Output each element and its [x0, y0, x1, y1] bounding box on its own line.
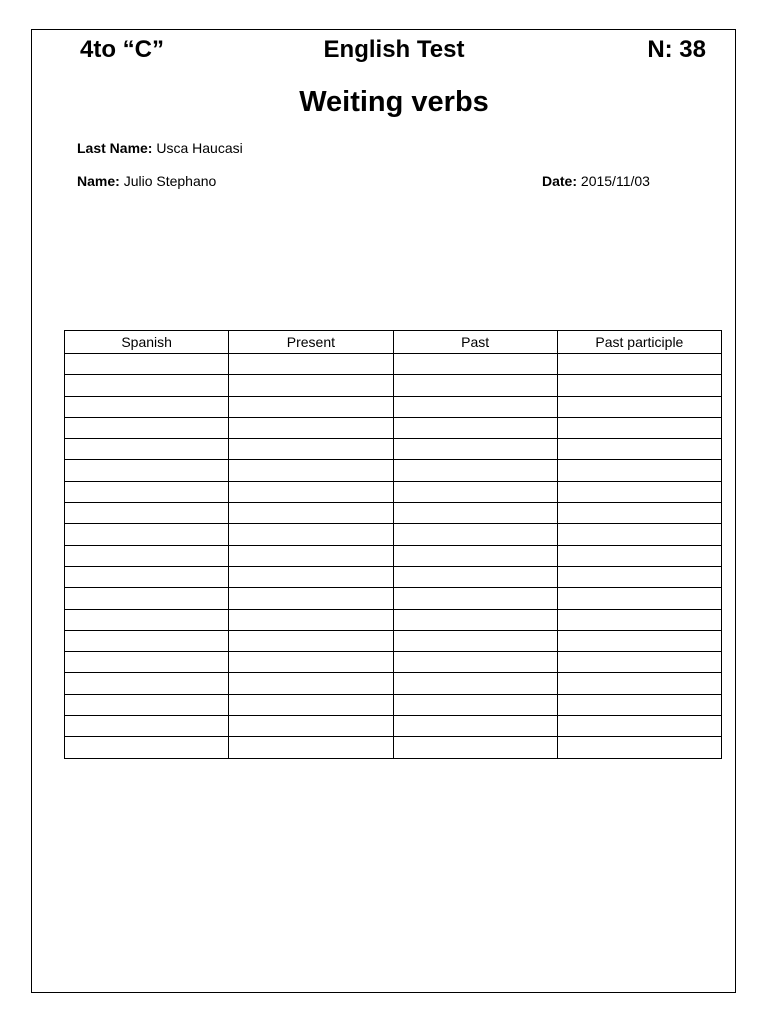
date-field [542, 173, 650, 189]
answer-cell[interactable] [229, 545, 393, 566]
answer-cell[interactable] [557, 545, 721, 566]
answer-cell[interactable] [393, 588, 557, 609]
answer-cell[interactable] [65, 481, 229, 502]
table-row [65, 588, 722, 609]
name-value: Julio Stephano [123, 173, 217, 189]
verbs-table-body [65, 354, 722, 759]
table-row [65, 609, 722, 630]
answer-cell[interactable] [65, 588, 229, 609]
answer-cell[interactable] [65, 737, 229, 758]
answer-cell[interactable] [65, 694, 229, 715]
answer-cell[interactable] [229, 375, 393, 396]
answer-cell[interactable] [557, 503, 721, 524]
answer-cell[interactable] [65, 630, 229, 651]
answer-cell[interactable] [229, 460, 393, 481]
answer-cell[interactable] [229, 396, 393, 417]
answer-cell[interactable] [557, 439, 721, 460]
table-row [65, 652, 722, 673]
answer-cell[interactable] [557, 354, 721, 375]
table-row [65, 460, 722, 481]
student-number: N: 38 [647, 36, 706, 63]
answer-cell[interactable] [65, 417, 229, 438]
date-value: 2015/11/03 [580, 173, 650, 189]
date-label: Date: [542, 173, 578, 189]
answer-cell[interactable] [557, 524, 721, 545]
column-header-present: Present [229, 331, 393, 354]
answer-cell[interactable] [557, 396, 721, 417]
answer-cell[interactable] [65, 375, 229, 396]
table-row [65, 545, 722, 566]
answer-cell[interactable] [229, 673, 393, 694]
answer-cell[interactable] [65, 439, 229, 460]
answer-cell[interactable] [65, 609, 229, 630]
answer-cell[interactable] [393, 694, 557, 715]
answer-cell[interactable] [393, 354, 557, 375]
answer-cell[interactable] [229, 630, 393, 651]
table-row [65, 354, 722, 375]
answer-cell[interactable] [393, 673, 557, 694]
answer-cell[interactable] [393, 630, 557, 651]
column-header-spanish: Spanish [65, 331, 229, 354]
answer-cell[interactable] [229, 609, 393, 630]
answer-cell[interactable] [393, 652, 557, 673]
answer-cell[interactable] [393, 460, 557, 481]
header-row [0, 36, 768, 72]
answer-cell[interactable] [393, 375, 557, 396]
answer-cell[interactable] [65, 545, 229, 566]
answer-cell[interactable] [557, 630, 721, 651]
answer-cell[interactable] [393, 609, 557, 630]
answer-cell[interactable] [393, 716, 557, 737]
table-row [65, 694, 722, 715]
page-title: Weiting verbs [299, 86, 489, 118]
table-row [65, 524, 722, 545]
answer-cell[interactable] [229, 694, 393, 715]
last-name-value: Usca Haucasi [156, 140, 243, 156]
table-row [65, 375, 722, 396]
answer-cell[interactable] [65, 460, 229, 481]
answer-cell[interactable] [65, 396, 229, 417]
answer-cell[interactable] [557, 460, 721, 481]
answer-cell[interactable] [65, 716, 229, 737]
answer-cell[interactable] [557, 566, 721, 587]
last-name-field [77, 140, 243, 156]
table-row [65, 737, 722, 758]
table-row [65, 630, 722, 651]
answer-cell[interactable] [229, 439, 393, 460]
table-row [65, 673, 722, 694]
answer-cell[interactable] [557, 588, 721, 609]
answer-cell[interactable] [229, 524, 393, 545]
answer-cell[interactable] [557, 652, 721, 673]
table-header-row [65, 331, 722, 354]
answer-cell[interactable] [229, 737, 393, 758]
answer-cell[interactable] [557, 375, 721, 396]
answer-cell[interactable] [393, 439, 557, 460]
answer-cell[interactable] [557, 673, 721, 694]
answer-cell[interactable] [393, 503, 557, 524]
answer-cell[interactable] [393, 524, 557, 545]
answer-cell[interactable] [229, 566, 393, 587]
answer-cell[interactable] [557, 481, 721, 502]
column-header-past: Past [393, 331, 557, 354]
name-field [77, 173, 216, 189]
answer-cell[interactable] [65, 503, 229, 524]
last-name-label: Last Name: [77, 140, 153, 156]
answer-cell[interactable] [557, 417, 721, 438]
answer-cell[interactable] [393, 481, 557, 502]
answer-cell[interactable] [393, 566, 557, 587]
table-row [65, 716, 722, 737]
table-row [65, 439, 722, 460]
answer-cell[interactable] [65, 524, 229, 545]
answer-cell[interactable] [65, 673, 229, 694]
subject-label: English Test [323, 36, 465, 63]
answer-cell[interactable] [557, 694, 721, 715]
answer-cell[interactable] [65, 354, 229, 375]
answer-cell[interactable] [229, 503, 393, 524]
table-row [65, 503, 722, 524]
answer-cell[interactable] [557, 716, 721, 737]
grade-label: 4to “C” [80, 36, 164, 63]
answer-cell[interactable] [229, 481, 393, 502]
answer-cell[interactable] [393, 737, 557, 758]
answer-cell[interactable] [557, 737, 721, 758]
answer-cell[interactable] [393, 417, 557, 438]
answer-cell[interactable] [229, 716, 393, 737]
answer-cell[interactable] [557, 609, 721, 630]
table-row [65, 396, 722, 417]
answer-cell[interactable] [393, 545, 557, 566]
table-row [65, 417, 722, 438]
name-label: Name: [77, 173, 120, 189]
answer-cell[interactable] [229, 652, 393, 673]
answer-cell[interactable] [229, 354, 393, 375]
answer-cell[interactable] [65, 652, 229, 673]
table-row [65, 566, 722, 587]
table-row [65, 481, 722, 502]
answer-cell[interactable] [393, 396, 557, 417]
answer-cell[interactable] [65, 566, 229, 587]
answer-cell[interactable] [229, 588, 393, 609]
column-header-past-participle: Past participle [557, 331, 721, 354]
answer-cell[interactable] [229, 417, 393, 438]
verbs-table [64, 330, 722, 759]
